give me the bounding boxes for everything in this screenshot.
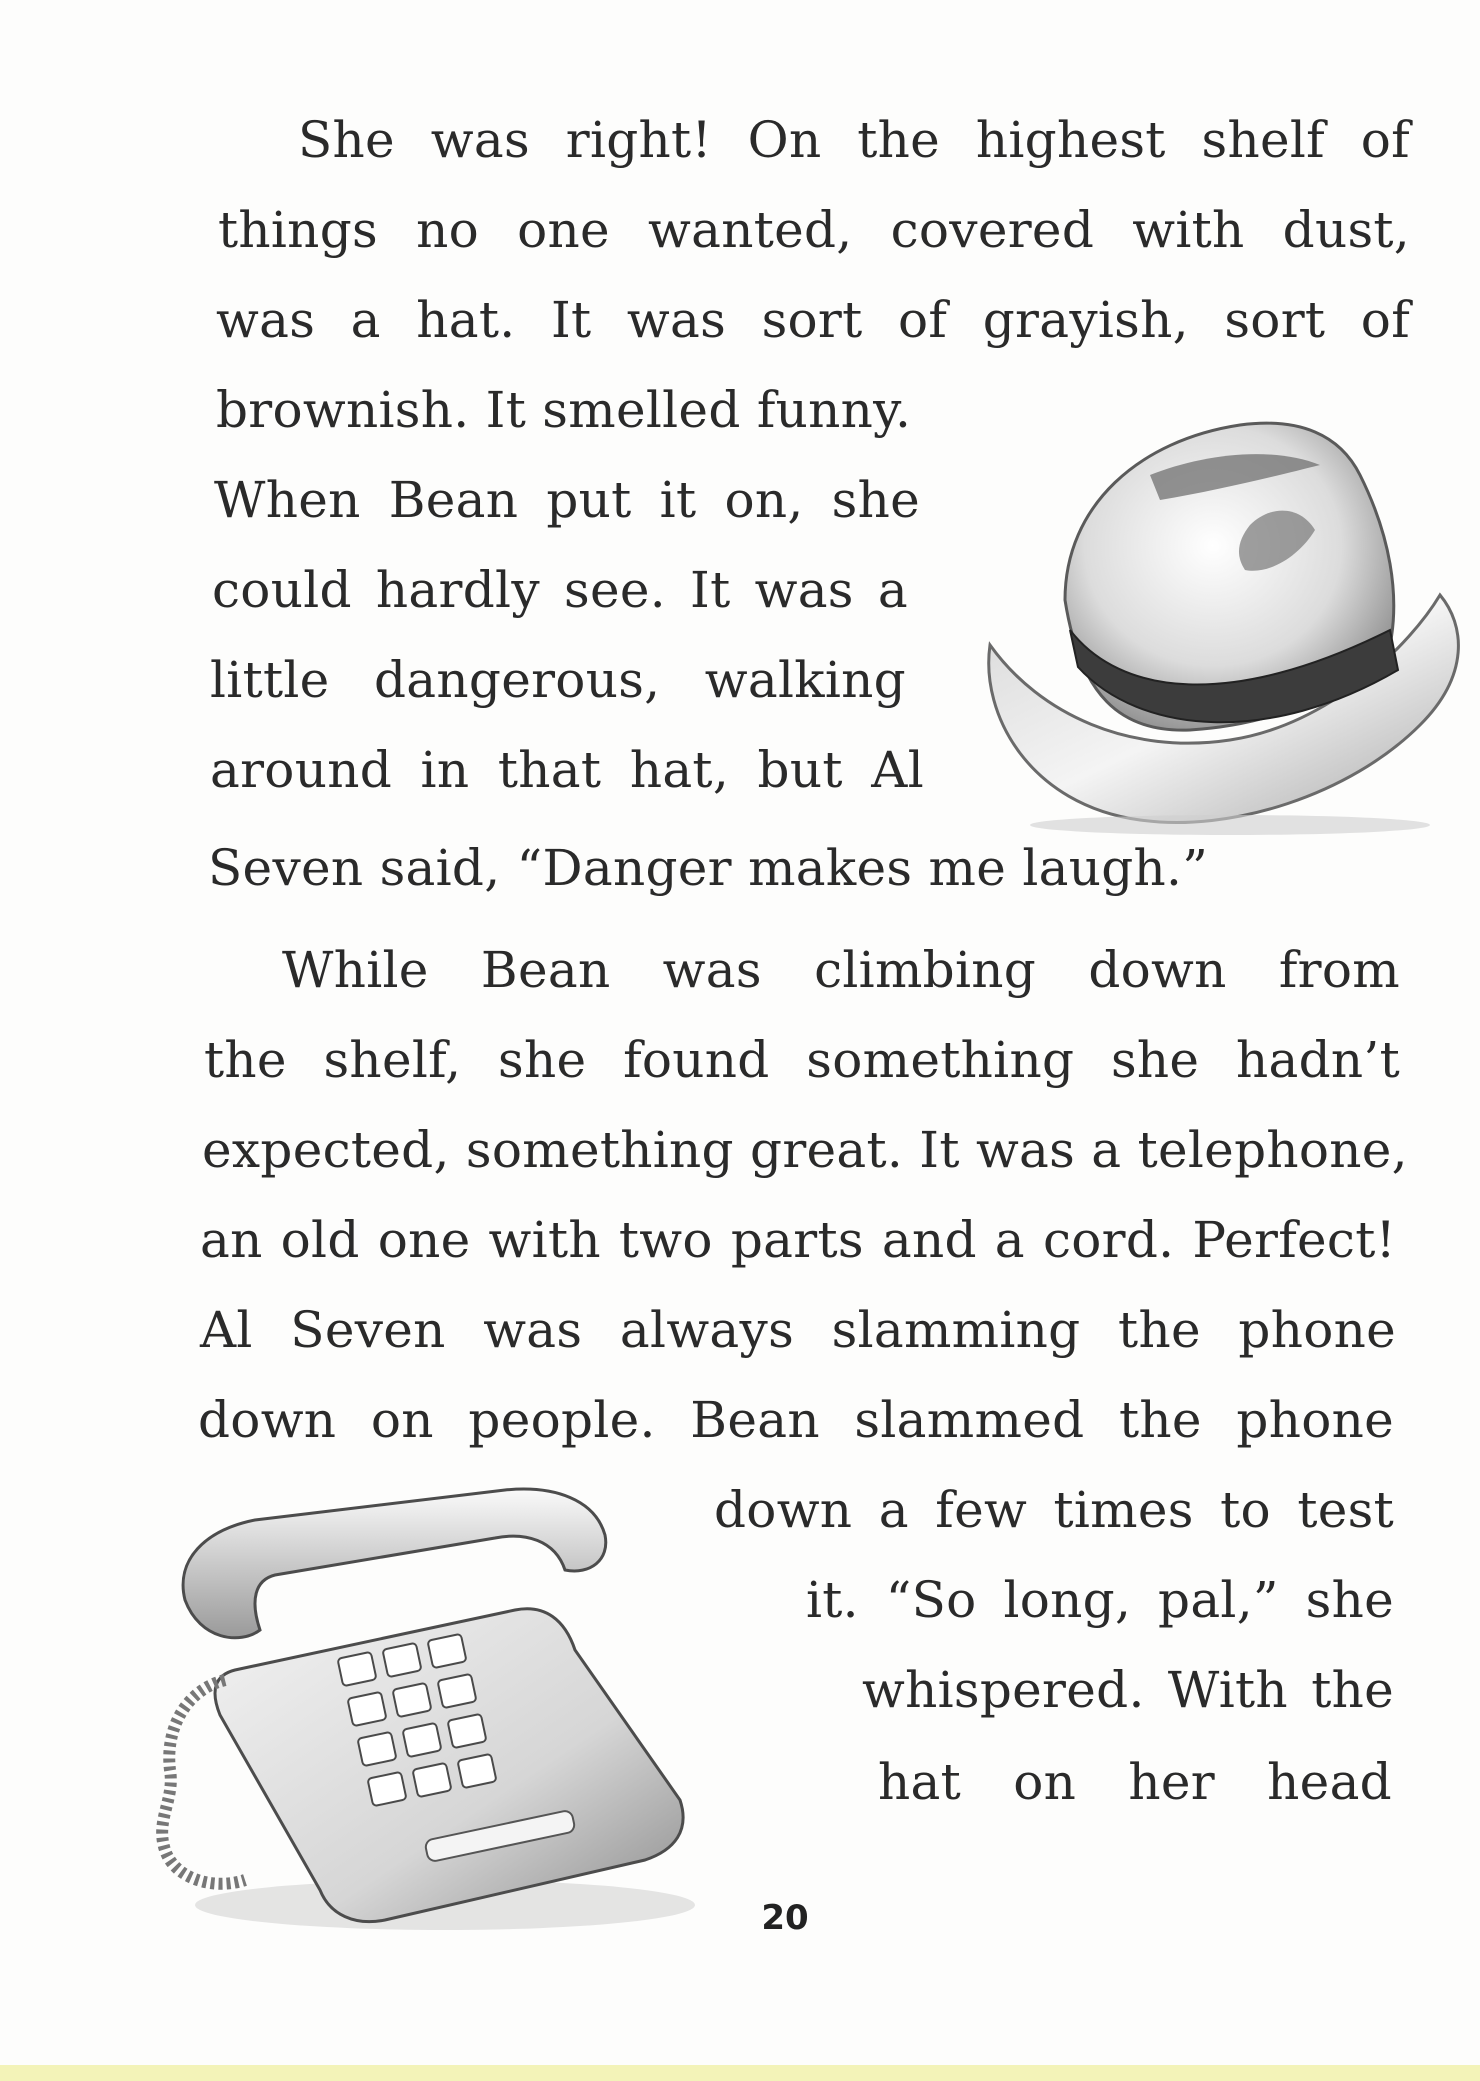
fedora-hat-icon bbox=[970, 395, 1470, 840]
text-line-3: was a hat. It was sort of grayish, sort of bbox=[216, 291, 1410, 349]
text-line-17: it. “So long, pal,” she bbox=[806, 1571, 1394, 1629]
text-line-14: Al Seven was always slamming the phone bbox=[200, 1301, 1396, 1359]
text-line-13: an old one with two parts and a cord. Perfect! bbox=[200, 1211, 1396, 1269]
text-line-8: around in that hat, but Al bbox=[210, 741, 924, 799]
text-line-5: When Bean put it on, she bbox=[214, 471, 920, 529]
text-line-6: could hardly see. It was a bbox=[212, 561, 908, 619]
page-bottom-edge bbox=[0, 2065, 1480, 2081]
push-button-telephone-icon bbox=[145, 1480, 705, 1940]
text-line-10: While Bean was climbing down from bbox=[282, 941, 1400, 999]
text-line-11: the shelf, she found something she hadn’t bbox=[204, 1031, 1400, 1089]
text-line-19: hat on her head bbox=[878, 1753, 1392, 1811]
text-line-4: brownish. It smelled funny. bbox=[216, 381, 912, 439]
text-line-9: Seven said, “Danger makes me laugh.” bbox=[208, 839, 1209, 897]
text-line-12: expected, something great. It was a telephone, bbox=[202, 1121, 1408, 1179]
page-number: 20 bbox=[761, 1898, 809, 1938]
text-line-15: down on people. Bean slammed the phone bbox=[198, 1391, 1394, 1449]
text-line-7: little dangerous, walking bbox=[210, 651, 906, 709]
text-line-18: whispered. With the bbox=[862, 1661, 1394, 1719]
text-line-1: She was right! On the highest shelf of bbox=[298, 111, 1410, 169]
text-line-16: down a few times to test bbox=[714, 1481, 1394, 1539]
text-line-2: things no one wanted, covered with dust, bbox=[218, 201, 1410, 259]
